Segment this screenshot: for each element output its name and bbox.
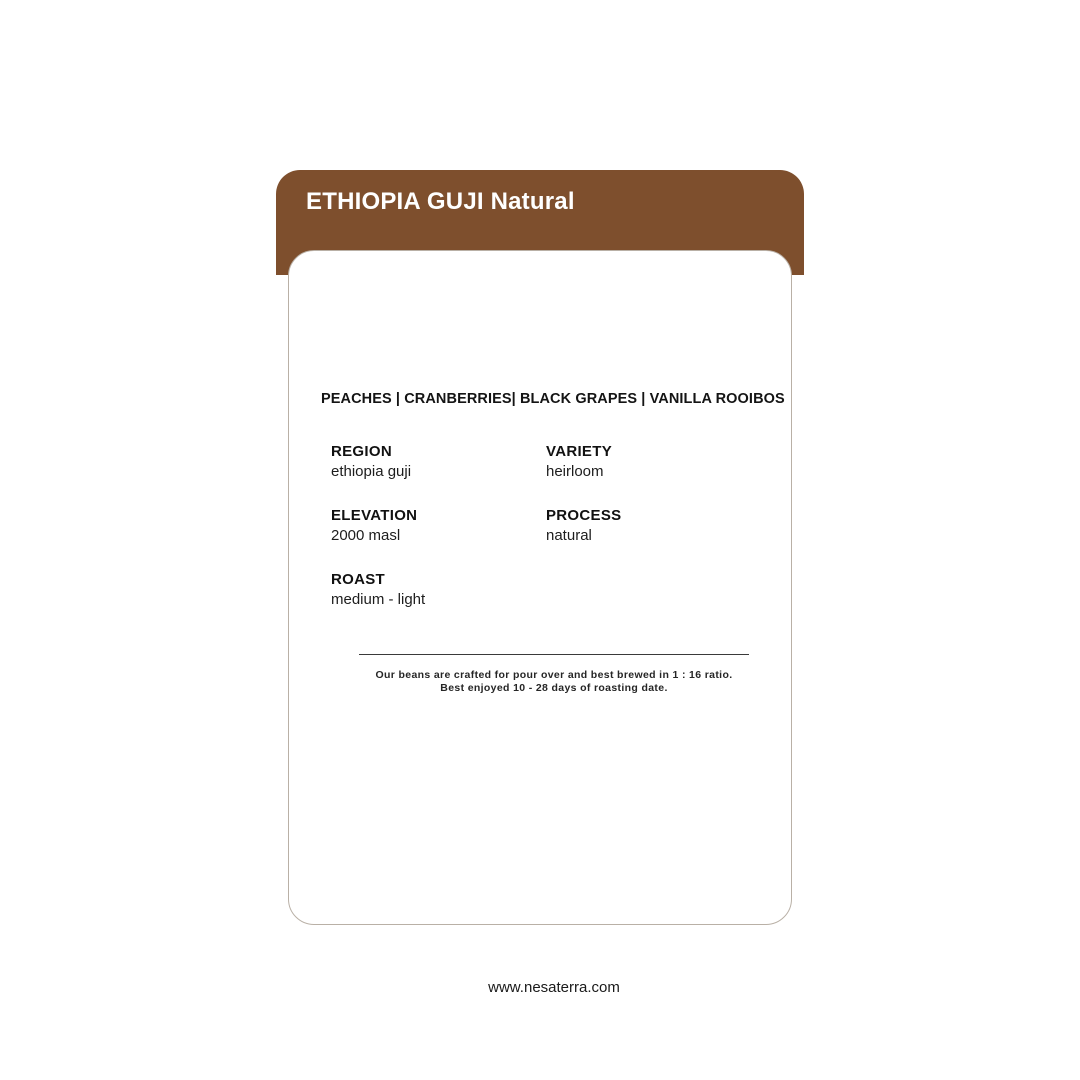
divider — [359, 654, 749, 655]
spec-value: 2000 masl — [331, 527, 401, 544]
spec-table — [331, 443, 761, 635]
spec-row — [331, 507, 761, 544]
website-url[interactable]: www.nesaterra.com — [488, 979, 620, 996]
brew-instructions-line-1: Our beans are crafted for pour over and best brewed in 1 : 16 ratio. — [375, 669, 733, 681]
spec-value: heirloom — [546, 463, 604, 480]
spec-label: PROCESS — [546, 507, 622, 524]
spec-row — [331, 443, 761, 480]
spec-label: REGION — [331, 443, 392, 460]
spec-value: ethiopia guji — [331, 463, 412, 480]
page-title: ETHIOPIA GUJI Natural — [306, 188, 575, 215]
spec-cell-variety — [546, 443, 761, 480]
card-body-panel — [288, 250, 792, 996]
spec-value: medium - light — [331, 591, 426, 608]
brew-instructions-line-2: Best enjoyed 10 - 28 days of roasting date. — [440, 682, 668, 695]
spec-label: VARIETY — [546, 443, 612, 460]
spec-cell-roast — [331, 571, 546, 608]
spec-cell-process — [546, 507, 761, 544]
spec-row — [331, 571, 761, 608]
spec-label: ELEVATION — [331, 507, 418, 524]
spec-value: natural — [546, 527, 592, 544]
spec-cell-elevation — [331, 507, 546, 544]
spec-cell-region — [331, 443, 546, 480]
coffee-label-card — [276, 170, 804, 996]
tasting-notes: PEACHES | CRANBERRIES| BLACK GRAPES | VANILLA ROOIBOS — [321, 391, 785, 407]
spec-label: ROAST — [331, 571, 385, 588]
brew-instructions — [331, 669, 777, 696]
